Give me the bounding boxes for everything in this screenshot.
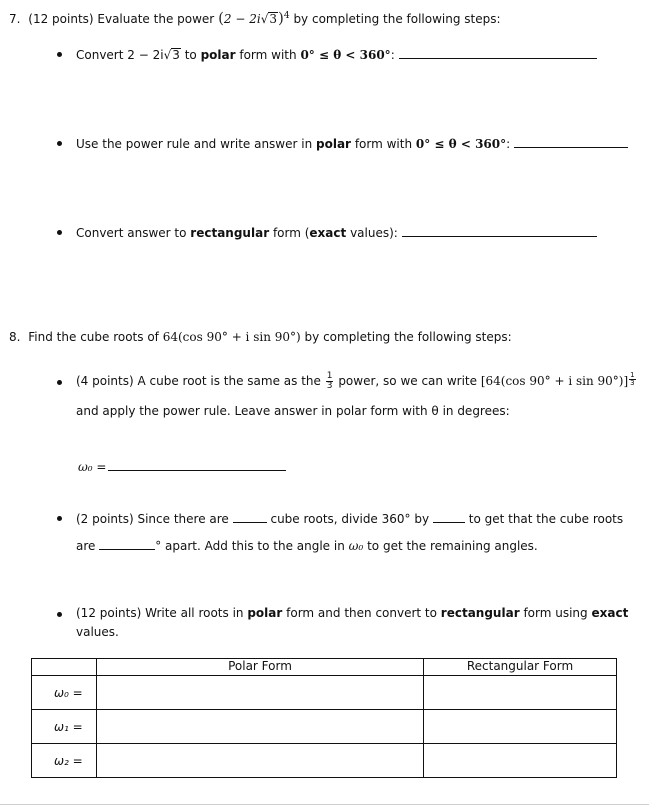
q7-step2-answer-blank[interactable] [514,135,628,148]
rect-cell-w2[interactable] [424,744,617,778]
bullet-icon [57,380,62,385]
bullet-icon [57,516,62,521]
q8-expression: 64(cos 90° + i sin 90°) [162,330,301,344]
q7-heading [9,9,501,27]
bullet-icon [57,612,62,617]
q7-intro: (12 points) Evaluate the power [28,12,215,26]
bullet-icon [57,141,62,146]
bullet-icon [57,230,62,235]
q8-power-expression: [64(cos 90° + i sin 90°)] [480,374,629,388]
w0-answer: ω₀ = [78,458,286,474]
polar-cell-w2[interactable] [97,744,424,778]
q8-bullet2-line2: are ° apart. Add this to the angle in ω₀ to get the remaining angles. [76,539,538,553]
q8-bullet1-line2: and apply the power rule. Leave answer in polar form with θ in degrees: [76,404,510,418]
page-divider [0,804,649,805]
q7-intro-tail: by completing the following steps: [293,12,501,26]
row-label-w1: ω₁ = [32,710,97,744]
q8-bullet3-line1: (12 points) Write all roots in polar form and then convert to rectangular form using exact [76,606,629,620]
q7-step1-answer-blank[interactable] [399,46,597,59]
table-row [32,676,617,710]
table-header-rectangular: Rectangular Form [424,659,617,676]
rect-cell-w1[interactable] [424,710,617,744]
divisor-blank[interactable] [433,510,465,523]
one-third-fraction: $\frac{1}{3}$ [326,371,333,391]
q8-bullet1-line1: (4 points) A cube root is the same as the $\frac{1}{3}$ power, so we can write [64(cos 90° + i sin 90°)] $\frac{1}{3}$ [76,371,635,391]
q7-step2: Use the power rule and write answer in polar form with 0° ≤ θ < 360°: [76,135,628,151]
row-label-w0: ω₀ = [32,676,97,710]
angle-apart-blank[interactable] [99,537,155,550]
table-header-blank [32,659,97,676]
table-header-polar: Polar Form [97,659,424,676]
q8-bullet3-line2: values. [76,625,119,639]
roots-table [31,658,617,778]
q8-number: 8. [9,330,21,344]
q8-heading: 8. Find the cube roots of 64(cos 90° + i sin 90°) by completing the following steps: [9,330,512,344]
rect-cell-w0[interactable] [424,676,617,710]
q7-step3: Convert answer to rectangular form (exact values): [76,224,597,240]
q7-number: 7. [9,12,21,26]
bullet-icon [57,52,62,57]
w0-answer-blank[interactable] [108,458,286,471]
table-row [32,744,617,778]
q7-expression: $(2 - 2i√3)^4$ [218,9,290,27]
q7-step3-answer-blank[interactable] [402,224,597,237]
table-header-row [32,659,617,676]
polar-cell-w0[interactable] [97,676,424,710]
q8-bullet2-line1: (2 points) Since there are cube roots, divide 360° by to get that the cube roots [76,512,624,526]
row-label-w2: ω₂ = [32,744,97,778]
number-of-roots-blank[interactable] [233,510,267,523]
polar-cell-w1[interactable] [97,710,424,744]
table-row [32,710,617,744]
q7-step1: Convert 2 − 2i√3 to polar form with 0° ≤ θ < 360°: [76,46,597,62]
